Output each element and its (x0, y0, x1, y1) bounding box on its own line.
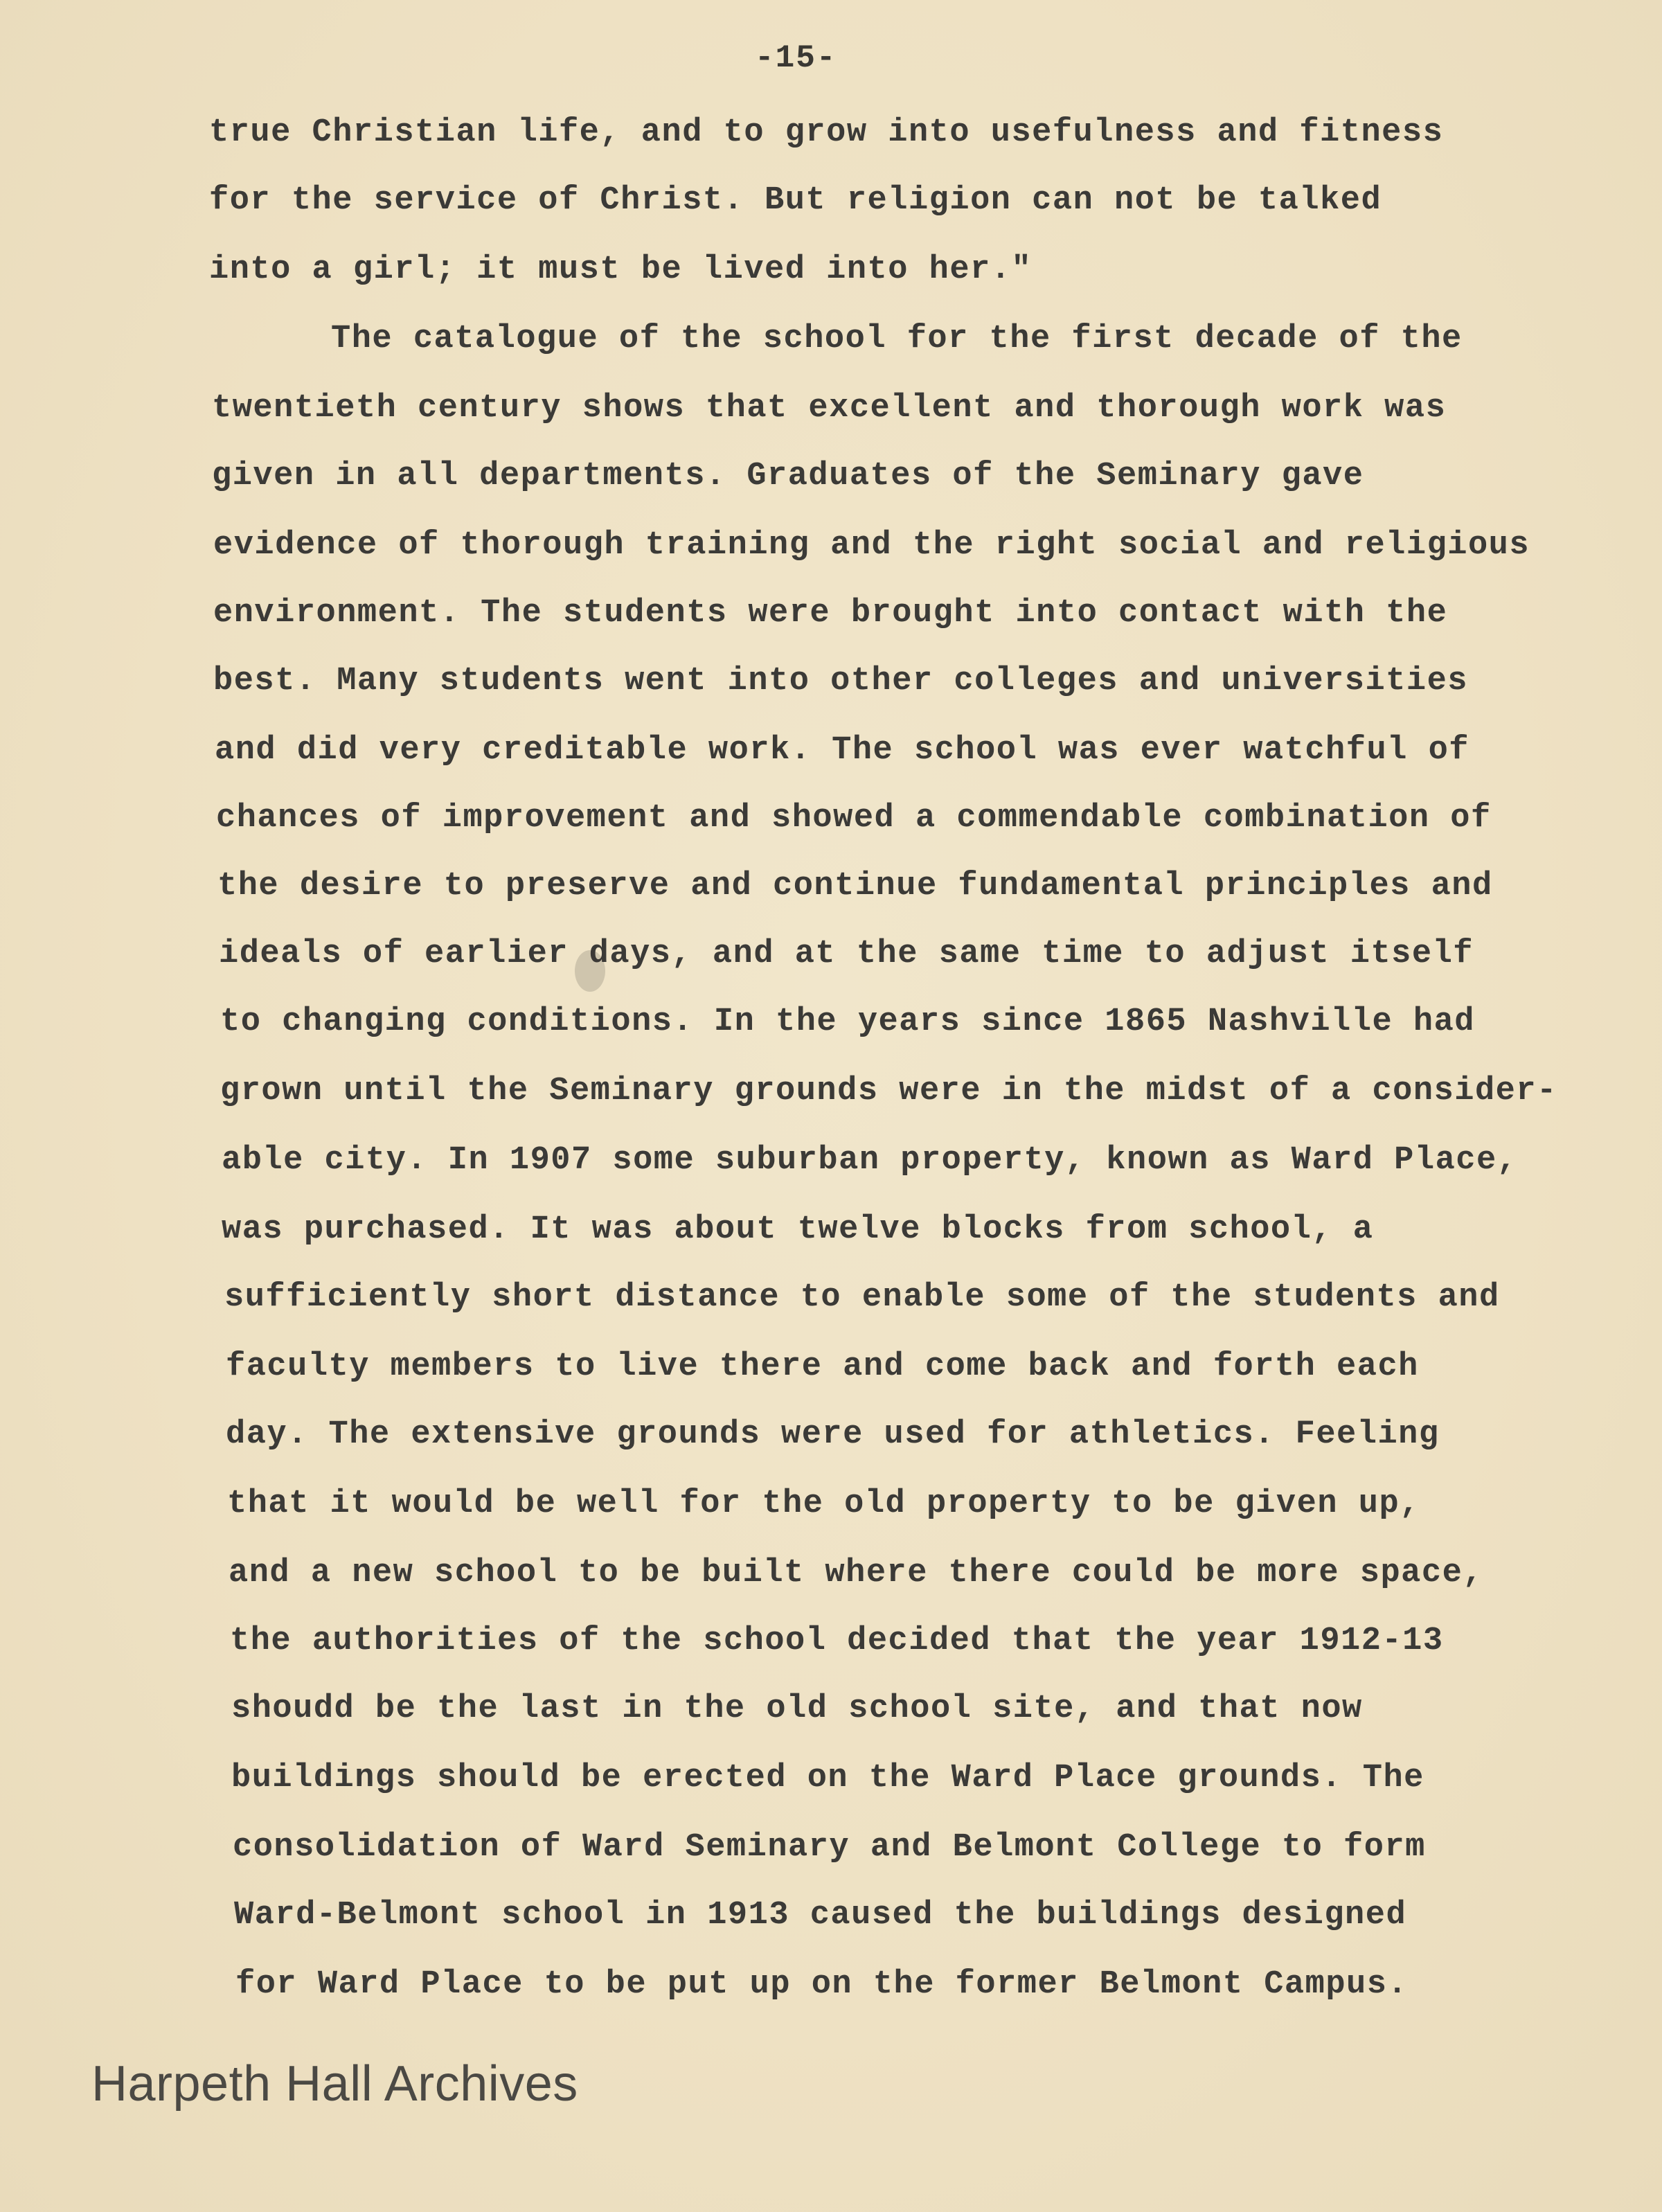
text-line: that it would be well for the old property to be given up, (227, 1486, 1420, 1522)
text-line: Ward-Belmont school in 1913 caused the buildings designed (234, 1897, 1407, 1934)
text-line: able city. In 1907 some suburban property, known as Ward Place, (222, 1142, 1518, 1179)
text-line: sufficiently short distance to enable some of the students and (224, 1279, 1500, 1316)
text-line: day. The extensive grounds were used for athletics. Feeling (226, 1416, 1440, 1453)
text-line: consolidation of Ward Seminary and Belmont College to form (233, 1829, 1426, 1866)
page-number: -15- (755, 40, 837, 76)
text-line: the authorities of the school decided that the year 1912-13 (230, 1623, 1444, 1659)
archive-watermark: Harpeth Hall Archives (91, 2056, 578, 2112)
text-line: to changing conditions. In the years since 1865 Nashville had (220, 1004, 1475, 1040)
text-line: and did very creditable work. The school was ever watchful of (215, 732, 1469, 769)
text-line: chances of improvement and showed a commendable combination of (216, 800, 1492, 837)
text-line: shoudd be the last in the old school site, and that now (231, 1691, 1363, 1727)
text-line: faculty members to live there and come back and forth each (226, 1348, 1419, 1385)
text-line: and a new school to be built where there could be more space, (229, 1555, 1483, 1591)
text-line: the desire to preserve and continue fundamental principles and (217, 868, 1493, 904)
text-line: evidence of thorough training and the right social and religious (213, 527, 1530, 564)
text-line: for the service of Christ. But religion can not be talked (209, 182, 1382, 219)
text-line: environment. The students were brought into contact with the (213, 595, 1448, 632)
text-line: best. Many students went into other colleges and universities (213, 663, 1468, 699)
text-line: twentieth century shows that excellent and thorough work was (212, 390, 1447, 427)
text-line: into a girl; it must be lived into her." (209, 251, 1033, 288)
ink-smudge (575, 950, 605, 992)
text-line: was purchased. It was about twelve blocks from school, a (222, 1211, 1374, 1248)
text-line: true Christian life, and to grow into usefulness and fitness (209, 114, 1444, 151)
text-line: The catalogue of the school for the first decade of the (331, 321, 1463, 357)
text-line: buildings should be erected on the Ward Place grounds. The (231, 1760, 1424, 1796)
text-line: ideals of earlier days, and at the same time to adjust itself (219, 936, 1474, 972)
text-line: for Ward Place to be put up on the former Belmont Campus. (235, 1966, 1409, 2003)
text-line: grown until the Seminary grounds were in the midst of a consider- (220, 1073, 1557, 1109)
text-line: given in all departments. Graduates of the Seminary gave (212, 458, 1364, 494)
